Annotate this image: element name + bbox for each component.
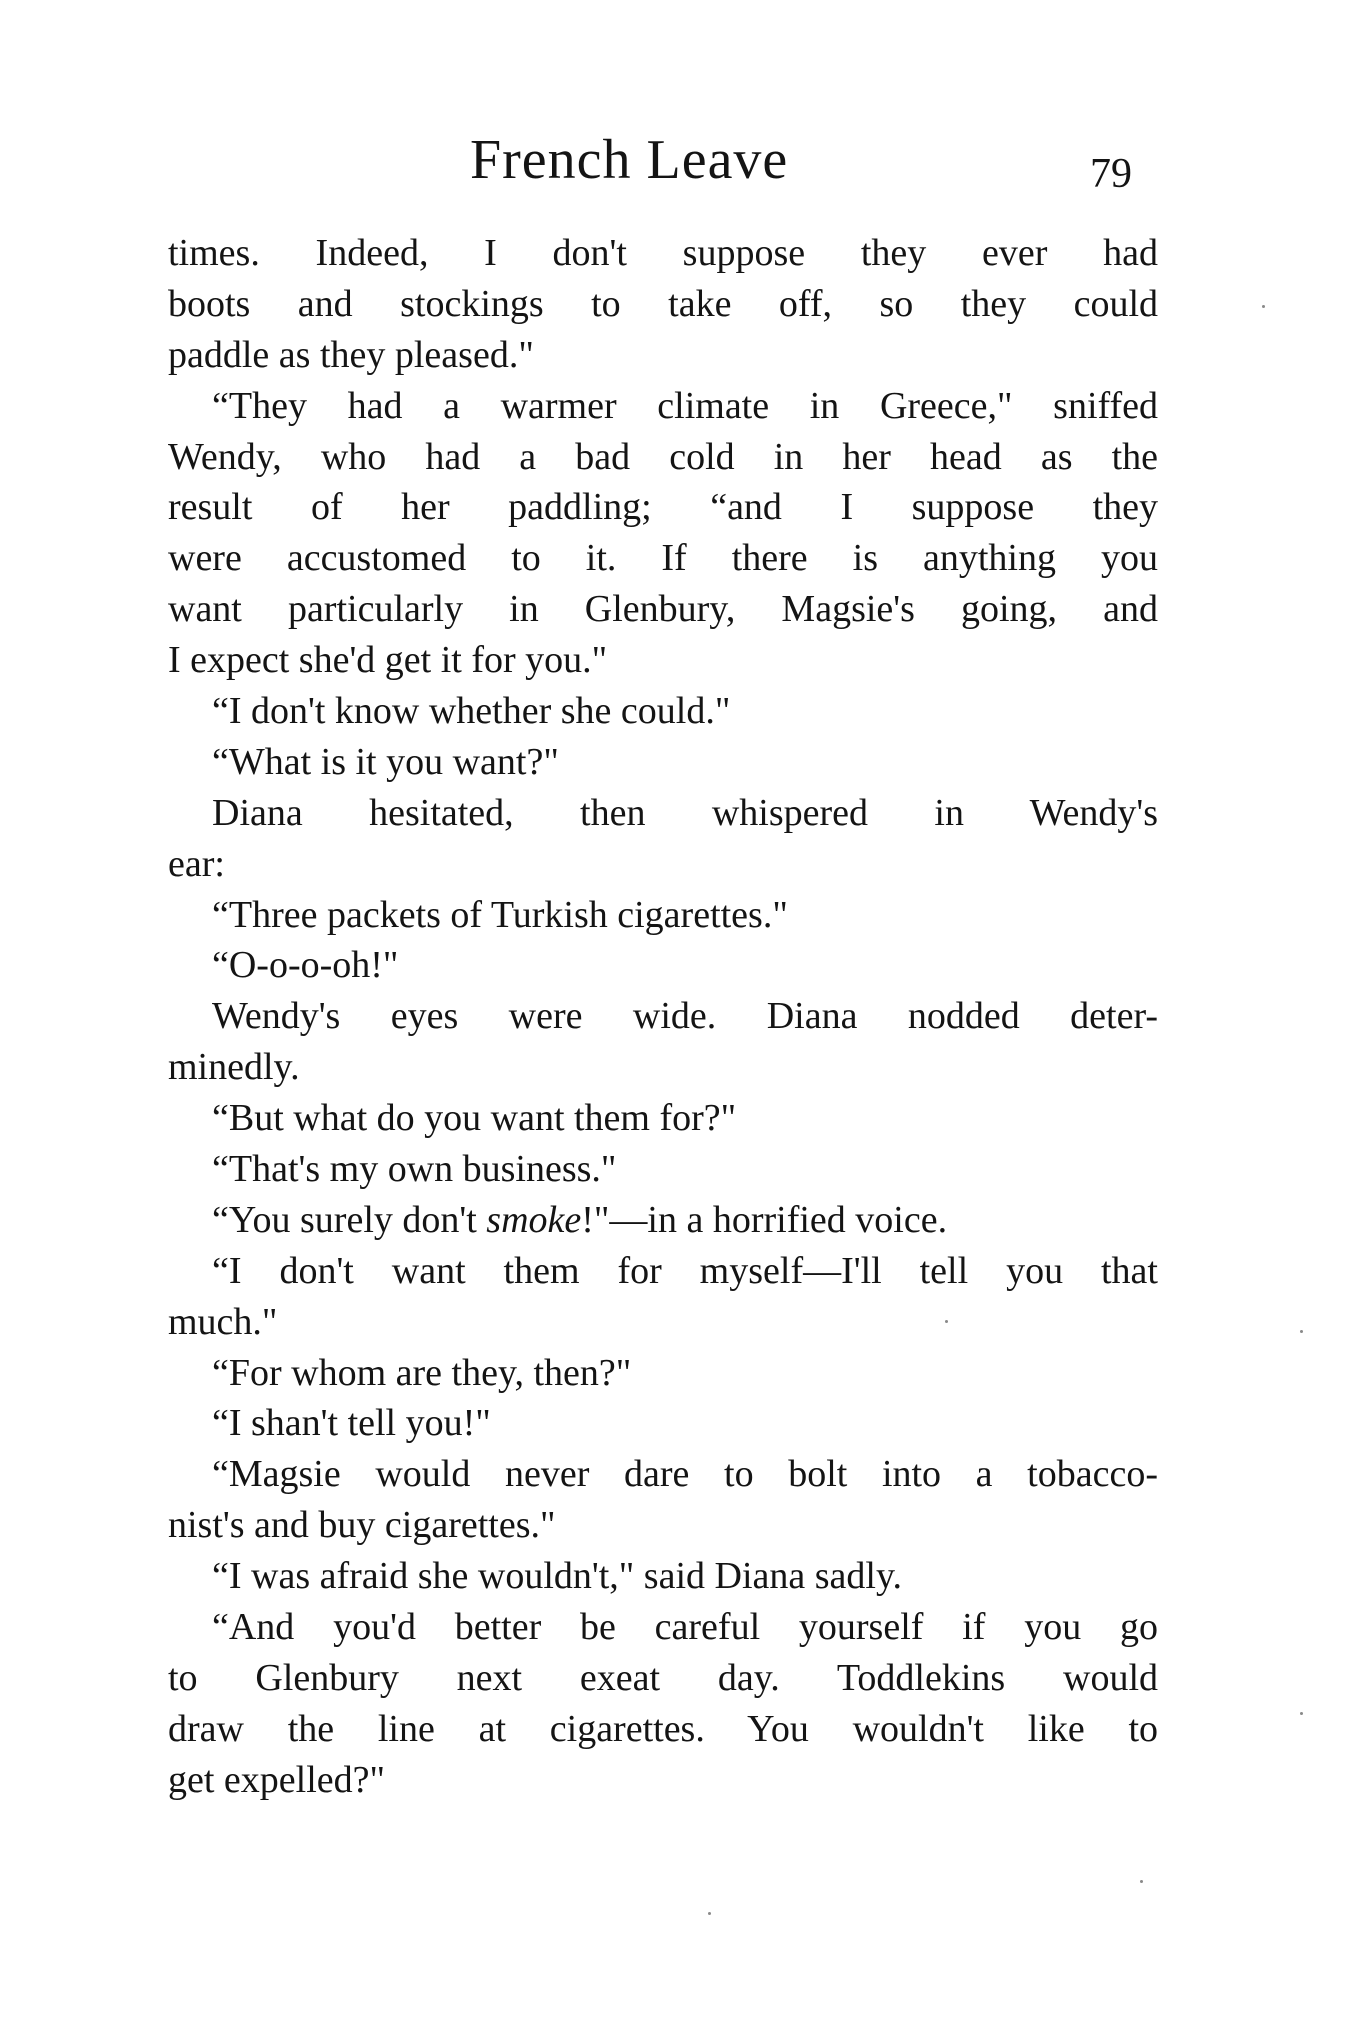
text-line: draw the line at cigarettes. You wouldn't like to <box>168 1707 1158 1750</box>
text-line: “I don't want them for myself—I'll tell you that <box>212 1249 1158 1292</box>
text-line: much." <box>168 1300 278 1343</box>
paper-speck <box>1300 1330 1303 1333</box>
running-head-title: French Leave <box>470 129 789 191</box>
text-line: get expelled?" <box>168 1758 386 1801</box>
paper-speck <box>1140 1880 1143 1883</box>
paper-speck <box>945 1320 948 1323</box>
text-line: “Magsie would never dare to bolt into a tobacco- <box>212 1453 1158 1496</box>
text-line: ear: <box>168 842 225 885</box>
text-line: were accustomed to it. If there is anything you <box>168 537 1158 580</box>
text-line: “That's my own business." <box>212 1148 617 1191</box>
text-line: times. Indeed, I don't suppose they ever had <box>168 232 1158 274</box>
running-head <box>0 120 1348 200</box>
text-line: to Glenbury next exeat day. Toddlekins would <box>168 1656 1158 1699</box>
text-line: boots and stockings to take off, so they could <box>168 282 1158 325</box>
paper-speck <box>708 1912 711 1915</box>
italic-word: smoke <box>486 1198 582 1241</box>
body-text <box>168 228 1158 1806</box>
text-line: Diana hesitated, then whispered in Wendy's <box>212 791 1158 834</box>
text-line: “For whom are they, then?" <box>212 1351 632 1394</box>
text-line-with-italic <box>168 1195 1158 1246</box>
text-line: “Three packets of Turkish cigarettes." <box>212 893 788 936</box>
page-number: 79 <box>1090 151 1132 197</box>
text-line: want particularly in Glenbury, Magsie's going, and <box>168 588 1158 631</box>
text-line: “What is it you want?" <box>212 740 559 783</box>
text-line: “I was afraid she wouldn't," said Diana sadly. <box>212 1555 902 1598</box>
paper-speck <box>1262 305 1265 308</box>
text-line: Wendy, who had a bad cold in her head as the <box>168 435 1158 478</box>
text-line: I expect she'd get it for you." <box>168 639 608 682</box>
text-line: Wendy's eyes were wide. Diana nodded deter- <box>212 995 1158 1038</box>
text-line: “But what do you want them for?" <box>212 1097 737 1140</box>
text-line: result of her paddling; “and I suppose they <box>168 486 1158 529</box>
text-line: minedly. <box>168 1046 300 1089</box>
text-segment: “You surely don't <box>212 1198 477 1241</box>
text-line: “They had a warmer climate in Greece," sniffed <box>212 384 1158 427</box>
text-line: paddle as they pleased." <box>168 333 534 376</box>
paper-speck <box>1300 1712 1303 1715</box>
text-line: “I shan't tell you!" <box>212 1402 491 1445</box>
text-line: nist's and buy cigarettes." <box>168 1504 556 1547</box>
text-line: “O-o-o-oh!" <box>212 944 399 987</box>
text-line: “And you'd better be careful yourself if you go <box>212 1606 1158 1649</box>
text-segment: !"—in a horrified voice. <box>581 1198 948 1241</box>
text-line: “I don't know whether she could." <box>212 690 731 733</box>
